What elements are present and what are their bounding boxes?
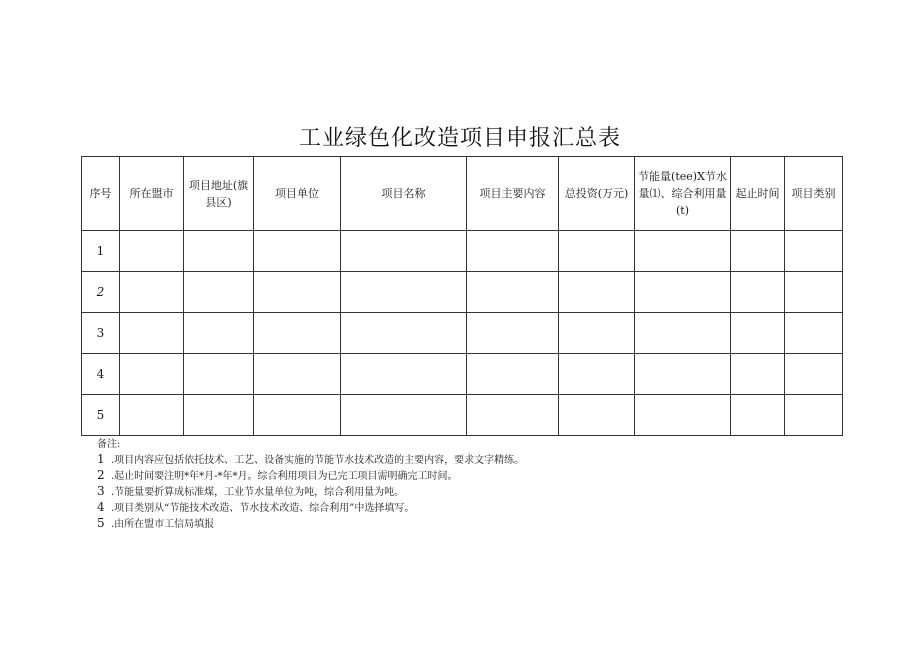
header-cell-content: 项目主要内容 bbox=[467, 157, 559, 231]
table-cell[interactable] bbox=[341, 354, 467, 395]
table-cell[interactable] bbox=[341, 313, 467, 354]
table-row bbox=[82, 354, 843, 395]
table-cell[interactable] bbox=[341, 231, 467, 272]
table-row bbox=[82, 313, 843, 354]
table-cell[interactable] bbox=[467, 272, 559, 313]
note-text: .由所在盟市工信局填报 bbox=[111, 519, 215, 530]
note-text: .项目类别从“节能技术改造、节水技术改造、综合利用”中选择填写。 bbox=[111, 503, 415, 514]
table-cell[interactable] bbox=[559, 272, 635, 313]
table-cell[interactable] bbox=[635, 313, 731, 354]
note-number: 3 bbox=[97, 484, 105, 498]
table-cell[interactable] bbox=[785, 231, 843, 272]
table-cell[interactable] bbox=[120, 272, 184, 313]
row-number-cell: 3 bbox=[82, 313, 120, 354]
table-cell[interactable] bbox=[635, 231, 731, 272]
header-cell-city: 所在盟市 bbox=[120, 157, 184, 231]
table-cell[interactable] bbox=[785, 395, 843, 436]
note-item bbox=[97, 468, 524, 484]
notes-section bbox=[97, 437, 524, 532]
table-cell[interactable] bbox=[559, 354, 635, 395]
page-title: 工业绿色化改造项目申报汇总表 bbox=[298, 126, 621, 151]
table-cell[interactable] bbox=[467, 313, 559, 354]
note-item bbox=[97, 500, 524, 516]
table-cell[interactable] bbox=[785, 354, 843, 395]
table-cell[interactable] bbox=[635, 395, 731, 436]
table-cell[interactable] bbox=[785, 272, 843, 313]
row-number-cell: 4 bbox=[82, 354, 120, 395]
note-text: .项目内容应包括依托技术、工艺、设备实施的节能节水技术改造的主要内容，要求文字精练。 bbox=[111, 455, 525, 466]
note-text: .起止时间要注明*年*月-*年*月。综合利用项目为已完工项目需明确完工时间。 bbox=[111, 471, 458, 482]
note-number: 1 bbox=[97, 452, 105, 466]
table-cell[interactable] bbox=[184, 272, 254, 313]
note-number: 4 bbox=[97, 500, 105, 514]
table-cell[interactable] bbox=[731, 272, 785, 313]
row-number-cell: 1 bbox=[82, 231, 120, 272]
table-cell[interactable] bbox=[254, 354, 341, 395]
row-number-cell: 2 bbox=[82, 272, 120, 313]
header-cell-savings: 节能量(tee)X节水量⑴、综合利用量(t) bbox=[635, 157, 731, 231]
table-cell[interactable] bbox=[341, 395, 467, 436]
table-cell[interactable] bbox=[467, 395, 559, 436]
note-item bbox=[97, 484, 524, 500]
table-cell[interactable] bbox=[184, 354, 254, 395]
table-cell[interactable] bbox=[120, 395, 184, 436]
table-cell[interactable] bbox=[254, 395, 341, 436]
table-cell[interactable] bbox=[254, 313, 341, 354]
table-cell[interactable] bbox=[184, 231, 254, 272]
table-cell[interactable] bbox=[559, 313, 635, 354]
report-table bbox=[81, 156, 843, 436]
note-item bbox=[97, 516, 524, 532]
table-cell[interactable] bbox=[254, 272, 341, 313]
table-cell[interactable] bbox=[731, 395, 785, 436]
table-cell[interactable] bbox=[120, 354, 184, 395]
header-cell-category: 项目类别 bbox=[785, 157, 843, 231]
note-text: .节能量要折算成标准煤，工业节水量单位为吨，综合利用量为吨。 bbox=[111, 487, 405, 498]
header-cell-address: 项目地址(旗县区) bbox=[184, 157, 254, 231]
note-number: 2 bbox=[97, 468, 105, 482]
table-cell[interactable] bbox=[467, 231, 559, 272]
table-cell[interactable] bbox=[184, 395, 254, 436]
table-cell[interactable] bbox=[635, 272, 731, 313]
table-cell[interactable] bbox=[184, 313, 254, 354]
header-cell-project-name: 项目名称 bbox=[341, 157, 467, 231]
table-cell[interactable] bbox=[559, 395, 635, 436]
header-row bbox=[82, 157, 843, 231]
notes-heading: 备注: bbox=[97, 439, 121, 450]
table-cell[interactable] bbox=[467, 354, 559, 395]
table-cell[interactable] bbox=[731, 231, 785, 272]
table-cell[interactable] bbox=[731, 313, 785, 354]
table-row bbox=[82, 272, 843, 313]
table-cell[interactable] bbox=[120, 231, 184, 272]
table-cell[interactable] bbox=[635, 354, 731, 395]
note-item bbox=[97, 452, 524, 468]
table-cell[interactable] bbox=[559, 231, 635, 272]
note-number: 5 bbox=[97, 516, 105, 530]
row-number-cell: 5 bbox=[82, 395, 120, 436]
table-row bbox=[82, 231, 843, 272]
header-cell-period: 起止时间 bbox=[731, 157, 785, 231]
header-cell-unit: 项目单位 bbox=[254, 157, 341, 231]
header-cell-investment: 总投资(万元) bbox=[559, 157, 635, 231]
table-cell[interactable] bbox=[785, 313, 843, 354]
table-row bbox=[82, 395, 843, 436]
table-cell[interactable] bbox=[120, 313, 184, 354]
table-cell[interactable] bbox=[731, 354, 785, 395]
header-cell-seq: 序号 bbox=[82, 157, 120, 231]
table-cell[interactable] bbox=[254, 231, 341, 272]
table-cell[interactable] bbox=[341, 272, 467, 313]
